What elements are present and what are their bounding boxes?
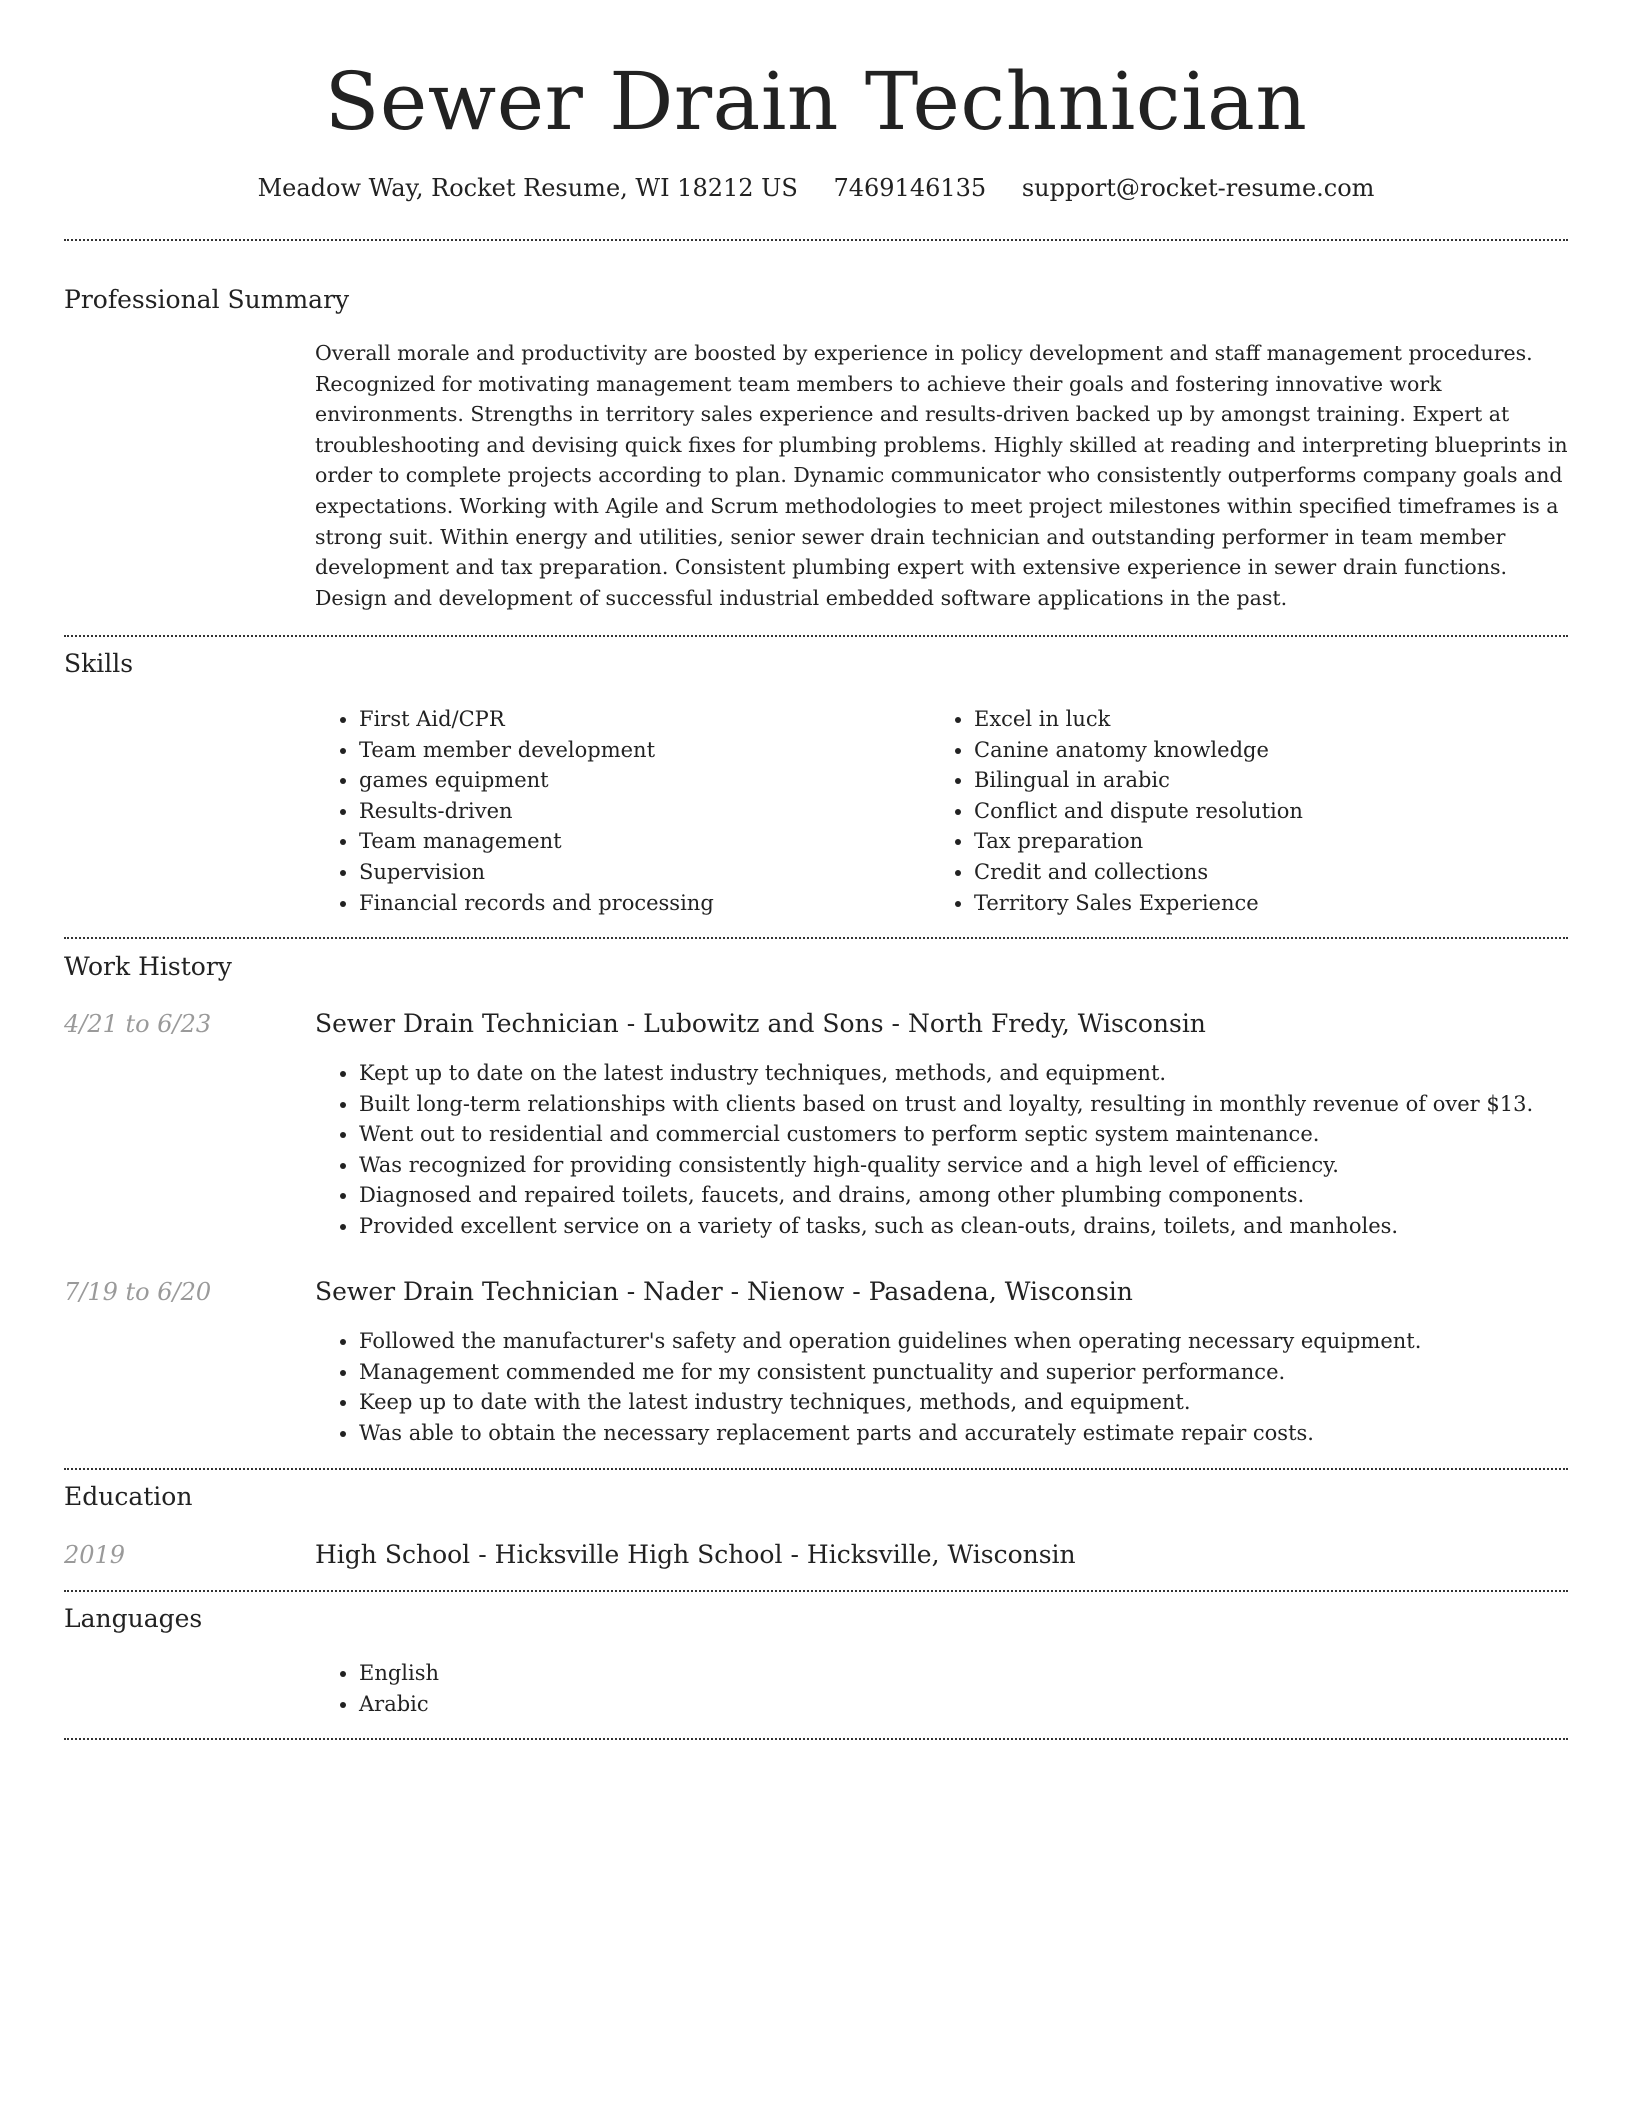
- education-degree: High School: [315, 1540, 471, 1569]
- education-location: Hicksville, Wisconsin: [806, 1540, 1076, 1569]
- section-title-education: Education: [64, 1482, 193, 1511]
- contact-address: Meadow Way, Rocket Resume, WI 18212 US: [257, 174, 798, 202]
- job-location: Pasadena, Wisconsin: [868, 1277, 1133, 1306]
- job-role: Sewer Drain Technician: [315, 1277, 619, 1306]
- skill-item: • Excel in luck: [974, 704, 1530, 735]
- section-title-skills: Skills: [64, 649, 134, 678]
- section-title-languages: Languages: [64, 1604, 203, 1633]
- job-bullets: [315, 1326, 1568, 1448]
- skill-item: • Team member development: [359, 735, 915, 766]
- job-dates: 7/19 to 6/20: [64, 1278, 212, 1306]
- divider: [64, 239, 1568, 241]
- skill-item: • Conflict and dispute resolution: [974, 796, 1530, 827]
- separator: -: [852, 1277, 861, 1306]
- job-bullet: • Diagnosed and repaired toilets, faucets, and drains, among other plumbing components.: [359, 1180, 1568, 1211]
- skill-item: • Credit and collections: [974, 857, 1530, 888]
- skill-item: • games equipment: [359, 765, 915, 796]
- skill-item: • Territory Sales Experience: [974, 888, 1530, 919]
- languages-list: [315, 1658, 915, 1719]
- separator: -: [790, 1540, 799, 1569]
- skill-item: • Tax preparation: [974, 826, 1530, 857]
- job-bullet: • Kept up to date on the latest industry techniques, methods, and equipment.: [359, 1058, 1568, 1089]
- job-bullet: • Built long-term relationships with clients based on trust and loyalty, resulting in monthly revenue of over $13.: [359, 1089, 1568, 1120]
- contact-email: support@rocket-resume.com: [1021, 174, 1375, 202]
- section-title-summary: Professional Summary: [64, 285, 350, 314]
- divider: [64, 635, 1568, 637]
- job-bullet: • Provided excellent service on a variety of tasks, such as clean-outs, drains, toilets, and manholes.: [359, 1211, 1568, 1242]
- language-item: • Arabic: [359, 1689, 915, 1720]
- skill-item: • First Aid/CPR: [359, 704, 915, 735]
- education-heading: [315, 1537, 1076, 1573]
- divider: [64, 937, 1568, 939]
- skill-item: • Financial records and processing: [359, 888, 915, 919]
- candidate-name: Sewer Drain Technician: [324, 55, 1308, 148]
- job-bullet: • Management commended me for my consistent punctuality and superior performance.: [359, 1357, 1568, 1388]
- skill-item: • Results-driven: [359, 796, 915, 827]
- job-bullet: • Was able to obtain the necessary replacement parts and accurately estimate repair costs.: [359, 1418, 1568, 1449]
- separator: -: [626, 1277, 636, 1306]
- divider: [64, 1738, 1568, 1740]
- section-title-work: Work History: [64, 952, 232, 981]
- job-company: Nader - Nienow: [643, 1277, 845, 1306]
- skill-item: • Bilingual in arabic: [974, 765, 1530, 796]
- job-bullet: • Followed the manufacturer's safety and operation guidelines when operating necessary equipment.: [359, 1326, 1568, 1357]
- skills-list-right: [930, 704, 1530, 918]
- job-bullet: • Keep up to date with the latest industry techniques, methods, and equipment.: [359, 1387, 1568, 1418]
- summary-text: Overall morale and productivity are boosted by experience in policy development and staff management procedures. Recognized for motivating management team members to achieve their goals and fostering innovative work environments. Strengths in territory sales experience and results-driven backed up by amongst training. Expert at troubleshooting and devising quick fixes for plumbing problems. Highly skilled at reading and interpreting blueprints in order to complete projects according to plan. Dynamic communicator who consistently outperforms company goals and expectations. Working with Agile and Scrum methodologies to meet project milestones within specified timeframes is a strong suit. Within energy and utilities, senior sewer drain technician and outstanding performer in team member development and tax preparation. Consistent plumbing expert with extensive experience in sewer drain functions. Design and development of successful industrial embedded software applications in the past.: [315, 341, 1568, 610]
- education-school: Hicksville High School: [494, 1540, 783, 1569]
- job-bullets: [315, 1058, 1568, 1242]
- job-bullet: • Was recognized for providing consistently high-quality service and a high level of efficiency.: [359, 1150, 1568, 1181]
- divider: [64, 1468, 1568, 1470]
- job-heading: [315, 1006, 1206, 1042]
- skills-list-left: [315, 704, 915, 918]
- separator: -: [626, 1009, 636, 1038]
- job-heading: [315, 1274, 1133, 1310]
- education-year: 2019: [64, 1541, 126, 1569]
- divider: [64, 1590, 1568, 1592]
- job-role: Sewer Drain Technician: [315, 1009, 619, 1038]
- job-location: North Fredy, Wisconsin: [907, 1009, 1206, 1038]
- job-dates: 4/21 to 6/23: [64, 1010, 212, 1038]
- job-bullet: • Went out to residential and commercial customers to perform septic system maintenance.: [359, 1119, 1568, 1150]
- job-company: Lubowitz and Sons: [643, 1009, 884, 1038]
- skill-item: • Canine anatomy knowledge: [974, 735, 1530, 766]
- separator: -: [891, 1009, 900, 1038]
- separator: -: [478, 1540, 487, 1569]
- contact-phone: 7469146135: [833, 174, 987, 202]
- skill-item: • Supervision: [359, 857, 915, 888]
- contact-line: [64, 170, 1568, 206]
- language-item: • English: [359, 1658, 915, 1689]
- skill-item: • Team management: [359, 826, 915, 857]
